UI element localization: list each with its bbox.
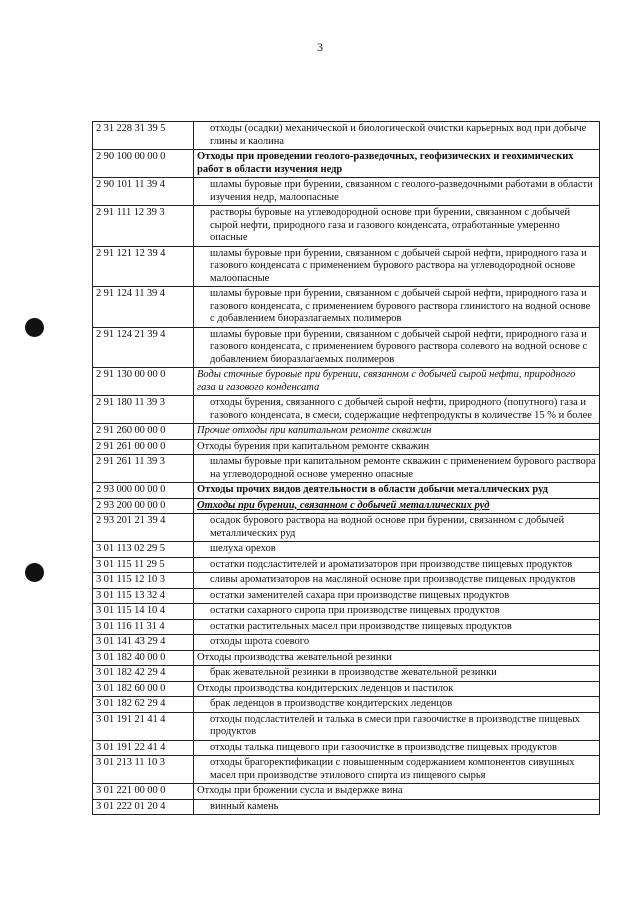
waste-code-cell: 3 01 182 42 29 4 xyxy=(93,666,194,682)
waste-code-cell: 2 91 260 00 00 0 xyxy=(93,424,194,440)
waste-code-cell: 3 01 116 11 31 4 xyxy=(93,619,194,635)
waste-description-cell: Воды сточные буровые при бурении, связанном с добычей сырой нефти, природного газа и газового конденсата xyxy=(194,368,600,396)
waste-code-cell: 2 91 261 11 39 3 xyxy=(93,455,194,483)
waste-description-cell: Отходы производства жевательной резинки xyxy=(194,650,600,666)
waste-description-cell: отходы шрота соевого xyxy=(194,635,600,651)
waste-description-cell: шламы буровые при бурении, связанном с геолого-разведочными работами в области изучения недр, малоопасные xyxy=(194,178,600,206)
table-row xyxy=(93,514,600,542)
table-row xyxy=(93,588,600,604)
table-row xyxy=(93,573,600,589)
waste-code-cell: 3 01 182 40 00 0 xyxy=(93,650,194,666)
table-row xyxy=(93,150,600,178)
waste-description-cell: сливы ароматизаторов на масляной основе при производстве пищевых продуктов xyxy=(194,573,600,589)
binder-hole xyxy=(25,318,44,337)
table-row xyxy=(93,712,600,740)
waste-description-cell: брак жевательной резинки в производстве жевательной резинки xyxy=(194,666,600,682)
waste-code-cell: 2 93 000 00 00 0 xyxy=(93,483,194,499)
table-row xyxy=(93,396,600,424)
waste-description-cell: Отходы при бурении, связанном с добычей металлических руд xyxy=(194,498,600,514)
waste-code-cell: 2 31 228 31 39 5 xyxy=(93,122,194,150)
table-row xyxy=(93,542,600,558)
waste-code-table xyxy=(92,121,600,815)
waste-description-cell: отходы брагоректификации с повышенным содержанием компонентов сивушных масел при производстве этилового спирта из пищевого сырья xyxy=(194,756,600,784)
table-row xyxy=(93,455,600,483)
waste-code-cell: 2 91 121 12 39 4 xyxy=(93,246,194,287)
table-row xyxy=(93,697,600,713)
waste-code-cell: 2 91 261 00 00 0 xyxy=(93,439,194,455)
waste-code-cell: 2 91 124 11 39 4 xyxy=(93,287,194,328)
waste-code-cell: 2 93 200 00 00 0 xyxy=(93,498,194,514)
waste-code-cell: 2 93 201 21 39 4 xyxy=(93,514,194,542)
waste-description-cell: остатки сахарного сиропа при производстве пищевых продуктов xyxy=(194,604,600,620)
table-row xyxy=(93,122,600,150)
waste-code-cell: 2 90 101 11 39 4 xyxy=(93,178,194,206)
waste-code-cell: 2 91 124 21 39 4 xyxy=(93,327,194,368)
table-row xyxy=(93,799,600,815)
waste-description-cell: остатки подсластителей и ароматизаторов при производстве пищевых продуктов xyxy=(194,557,600,573)
waste-description-cell: остатки заменителей сахара при производстве пищевых продуктов xyxy=(194,588,600,604)
table-row xyxy=(93,604,600,620)
table-row xyxy=(93,756,600,784)
table-row xyxy=(93,246,600,287)
table-body xyxy=(93,122,600,815)
waste-description-cell: Отходы при брожении сусла и выдержке вина xyxy=(194,784,600,800)
table-row xyxy=(93,635,600,651)
table-row xyxy=(93,439,600,455)
waste-code-cell: 3 01 222 01 20 4 xyxy=(93,799,194,815)
waste-code-cell: 3 01 115 11 29 5 xyxy=(93,557,194,573)
waste-description-cell: растворы буровые на углеводородной основе при бурении, связанном с добычей сырой нефти, природного газа и газового конденсата, отработанные умеренно опасные xyxy=(194,206,600,247)
waste-description-cell: Отходы бурения при капитальном ремонте скважин xyxy=(194,439,600,455)
table-row xyxy=(93,368,600,396)
waste-code-cell: 3 01 221 00 00 0 xyxy=(93,784,194,800)
waste-description-cell: остатки растительных масел при производстве пищевых продуктов xyxy=(194,619,600,635)
waste-code-cell: 3 01 182 60 00 0 xyxy=(93,681,194,697)
waste-description-cell: Прочие отходы при капитальном ремонте скважин xyxy=(194,424,600,440)
table-row xyxy=(93,681,600,697)
table-row xyxy=(93,206,600,247)
table-row xyxy=(93,327,600,368)
waste-code-cell: 3 01 191 22 41 4 xyxy=(93,740,194,756)
waste-description-cell: Отходы производства кондитерских леденцов и пастилок xyxy=(194,681,600,697)
table-row xyxy=(93,666,600,682)
waste-code-cell: 3 01 115 14 10 4 xyxy=(93,604,194,620)
table-row xyxy=(93,740,600,756)
table-row xyxy=(93,424,600,440)
table-row xyxy=(93,784,600,800)
waste-code-cell: 3 01 113 02 29 5 xyxy=(93,542,194,558)
waste-description-cell: отходы (осадки) механической и биологической очистки карьерных вод при добыче глины и каолина xyxy=(194,122,600,150)
table-row xyxy=(93,483,600,499)
waste-code-cell: 3 01 182 62 29 4 xyxy=(93,697,194,713)
waste-description-cell: шламы буровые при капитальном ремонте скважин с применением бурового раствора на углеводородной основе умеренно опасные xyxy=(194,455,600,483)
waste-description-cell: шелуха орехов xyxy=(194,542,600,558)
waste-description-cell: Отходы прочих видов деятельности в области добычи металлических руд xyxy=(194,483,600,499)
waste-code-cell: 2 91 130 00 00 0 xyxy=(93,368,194,396)
waste-description-cell: шламы буровые при бурении, связанном с добычей сырой нефти, природного газа и газового конденсата, с применением бурового раствора глинистого на водной основе с добавлением биоразлагаемых полимеров xyxy=(194,287,600,328)
table-row xyxy=(93,498,600,514)
waste-description-cell: отходы талька пищевого при газоочистке в производстве пищевых продуктов xyxy=(194,740,600,756)
waste-code-cell: 2 91 111 12 39 3 xyxy=(93,206,194,247)
waste-description-cell: шламы буровые при бурении, связанном с добычей сырой нефти, природного газа и газового конденсата, с применением бурового раствора солевого на водной основе с добавлением биоразлагаемых полимеров xyxy=(194,327,600,368)
waste-code-cell: 3 01 115 13 32 4 xyxy=(93,588,194,604)
waste-description-cell: отходы подсластителей и талька в смеси при газоочистке в производстве пищевых продуктов xyxy=(194,712,600,740)
waste-code-cell: 2 91 180 11 39 3 xyxy=(93,396,194,424)
waste-code-cell: 3 01 115 12 10 3 xyxy=(93,573,194,589)
waste-description-cell: Отходы при проведении геолого-разведочных, геофизических и геохимических работ в области изучения недр xyxy=(194,150,600,178)
page-number: 3 xyxy=(317,40,323,54)
table-row xyxy=(93,287,600,328)
waste-description-cell: отходы бурения, связанного с добычей сырой нефти, природного (попутного) газа и газового конденсата, в смеси, содержащие нефтепродукты в количестве 15 % и более xyxy=(194,396,600,424)
waste-code-cell: 2 90 100 00 00 0 xyxy=(93,150,194,178)
table-row xyxy=(93,650,600,666)
waste-description-cell: брак леденцов в производстве кондитерских леденцов xyxy=(194,697,600,713)
binder-hole xyxy=(25,563,44,582)
table-row xyxy=(93,557,600,573)
waste-description-cell: шламы буровые при бурении, связанном с добычей сырой нефти, природного газа и газового конденсата с применением бурового раствора на углеводородной основе малоопасные xyxy=(194,246,600,287)
table-row xyxy=(93,178,600,206)
waste-code-cell: 3 01 141 43 29 4 xyxy=(93,635,194,651)
waste-description-cell: винный камень xyxy=(194,799,600,815)
waste-code-cell: 3 01 191 21 41 4 xyxy=(93,712,194,740)
table-row xyxy=(93,619,600,635)
waste-code-cell: 3 01 213 11 10 3 xyxy=(93,756,194,784)
waste-description-cell: осадок бурового раствора на водной основе при бурении, связанном с добычей металлических руд xyxy=(194,514,600,542)
